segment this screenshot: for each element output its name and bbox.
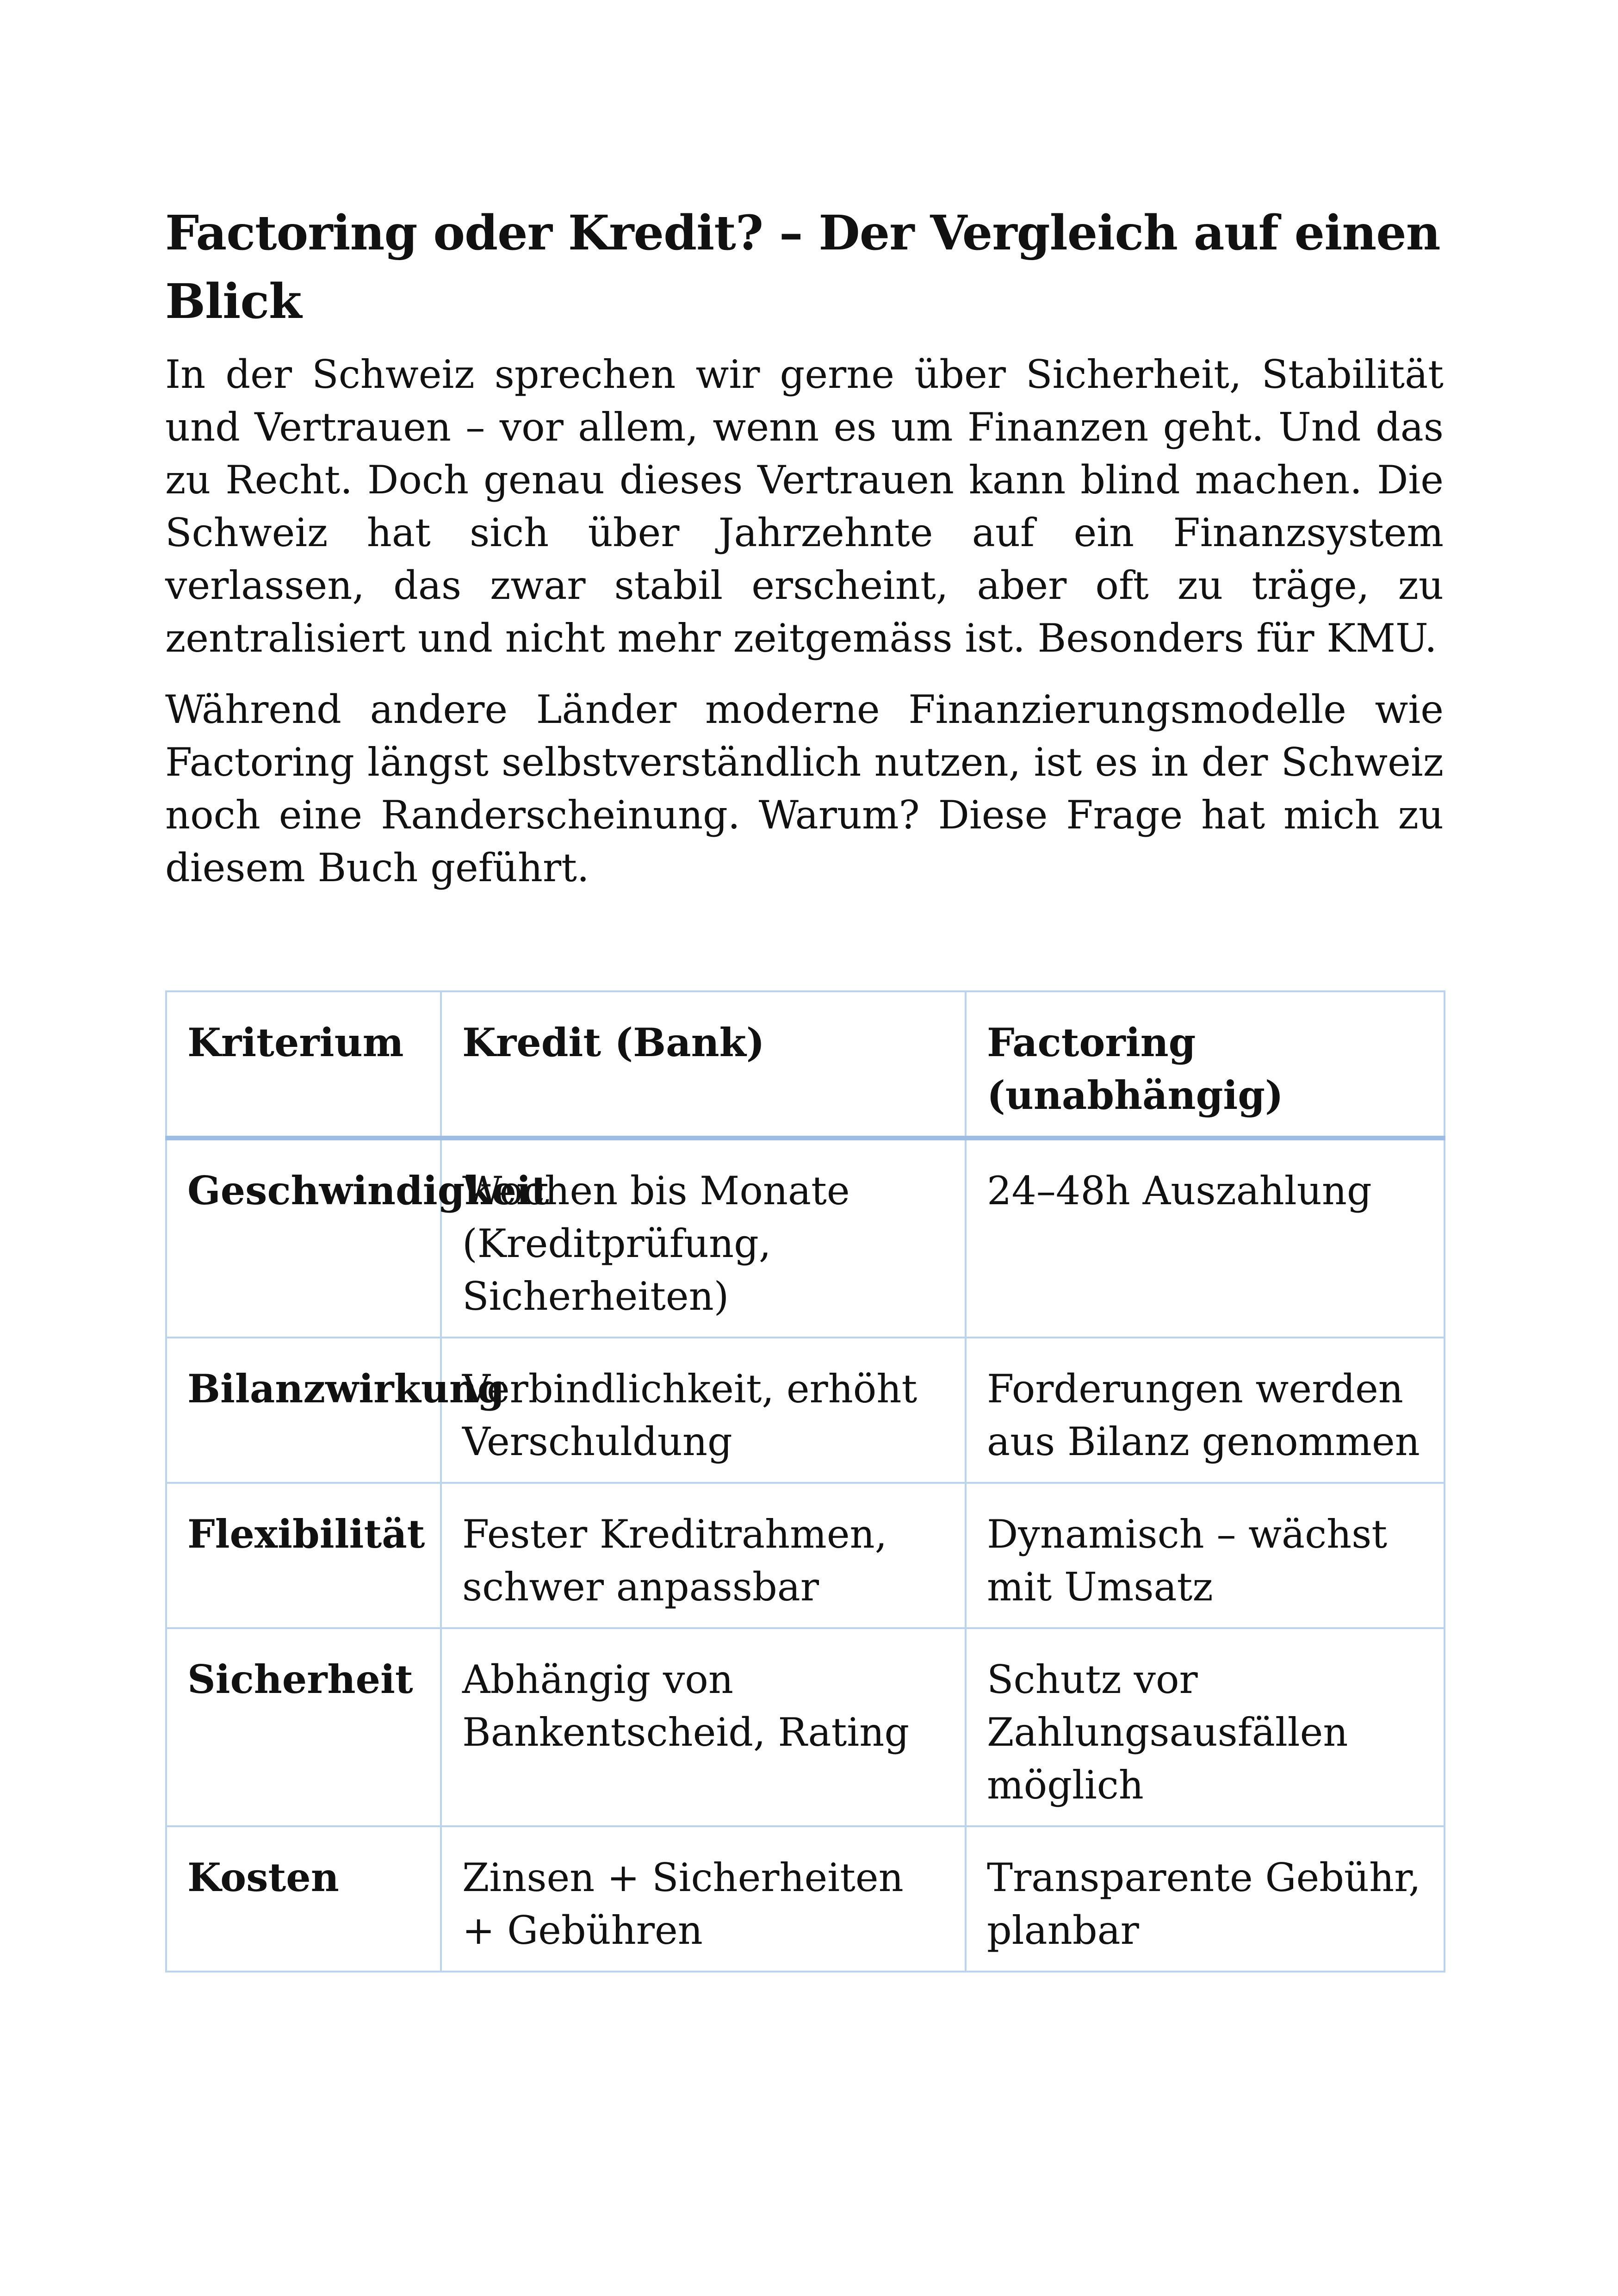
row-factoring-cell: 24–48h Auszahlung — [966, 1138, 1444, 1338]
page-content — [165, 199, 1444, 894]
row-criterion: Kosten — [166, 1826, 441, 1972]
table-row — [166, 1338, 1444, 1483]
column-header-factoring: Factoring (unabhängig) — [966, 991, 1444, 1138]
column-header-kredit: Kredit (Bank) — [441, 991, 966, 1138]
table-row — [166, 1826, 1444, 1972]
page-title: Factoring oder Kredit? – Der Vergleich auf einen Blick — [165, 205, 1440, 330]
column-header-kriterium: Kriterium — [166, 991, 441, 1138]
row-factoring-cell: Transparente Gebühr, planbar — [966, 1826, 1444, 1972]
body-paragraph: Während andere Länder moderne Finanzierungsmodelle wie Factoring längst selbstverständlich nutzen, ist es in der Schweiz noch eine Randerscheinung. Warum? Diese Frage hat mich zu diesem Buch geführt. — [165, 687, 1444, 890]
row-criterion: Geschwindigkeit — [166, 1138, 441, 1338]
row-kredit-cell: Abhängig von Bankentscheid, Rating — [441, 1628, 966, 1826]
row-kredit-cell: Fester Kreditrahmen, schwer anpassbar — [441, 1483, 966, 1628]
row-factoring-cell: Forderungen werden aus Bilanz genommen — [966, 1338, 1444, 1483]
comparison-table — [165, 990, 1445, 1972]
row-kredit-cell: Zinsen + Sicherheiten + Gebühren — [441, 1826, 966, 1972]
row-kredit-cell: Verbindlichkeit, erhöht Verschuldung — [441, 1338, 966, 1483]
row-factoring-cell: Schutz vor Zahlungsausfällen möglich — [966, 1628, 1444, 1826]
body-paragraph: In der Schweiz sprechen wir gerne über Sicherheit, Stabilität und Vertrauen – vor allem, wenn es um Finanzen geht. Und das zu Recht. Doch genau dieses Vertrauen kann blind machen. Die Schweiz hat sich über Jahrzehnte auf ein Finanzsystem verlassen, das zwar stabil erscheint, aber oft zu träge, zu zentralisiert und nicht mehr zeitgemäss ist. Besonders für KMU. — [165, 352, 1444, 661]
row-criterion: Flexibilität — [166, 1483, 441, 1628]
table-row — [166, 1138, 1444, 1338]
table-row — [166, 1483, 1444, 1628]
row-factoring-cell: Dynamisch – wächst mit Umsatz — [966, 1483, 1444, 1628]
row-kredit-cell: Wochen bis Monate (Kreditprüfung, Sicherheiten) — [441, 1138, 966, 1338]
row-criterion: Bilanzwirkung — [166, 1338, 441, 1483]
table-header-row — [166, 991, 1444, 1138]
table-row — [166, 1628, 1444, 1826]
row-criterion: Sicherheit — [166, 1628, 441, 1826]
